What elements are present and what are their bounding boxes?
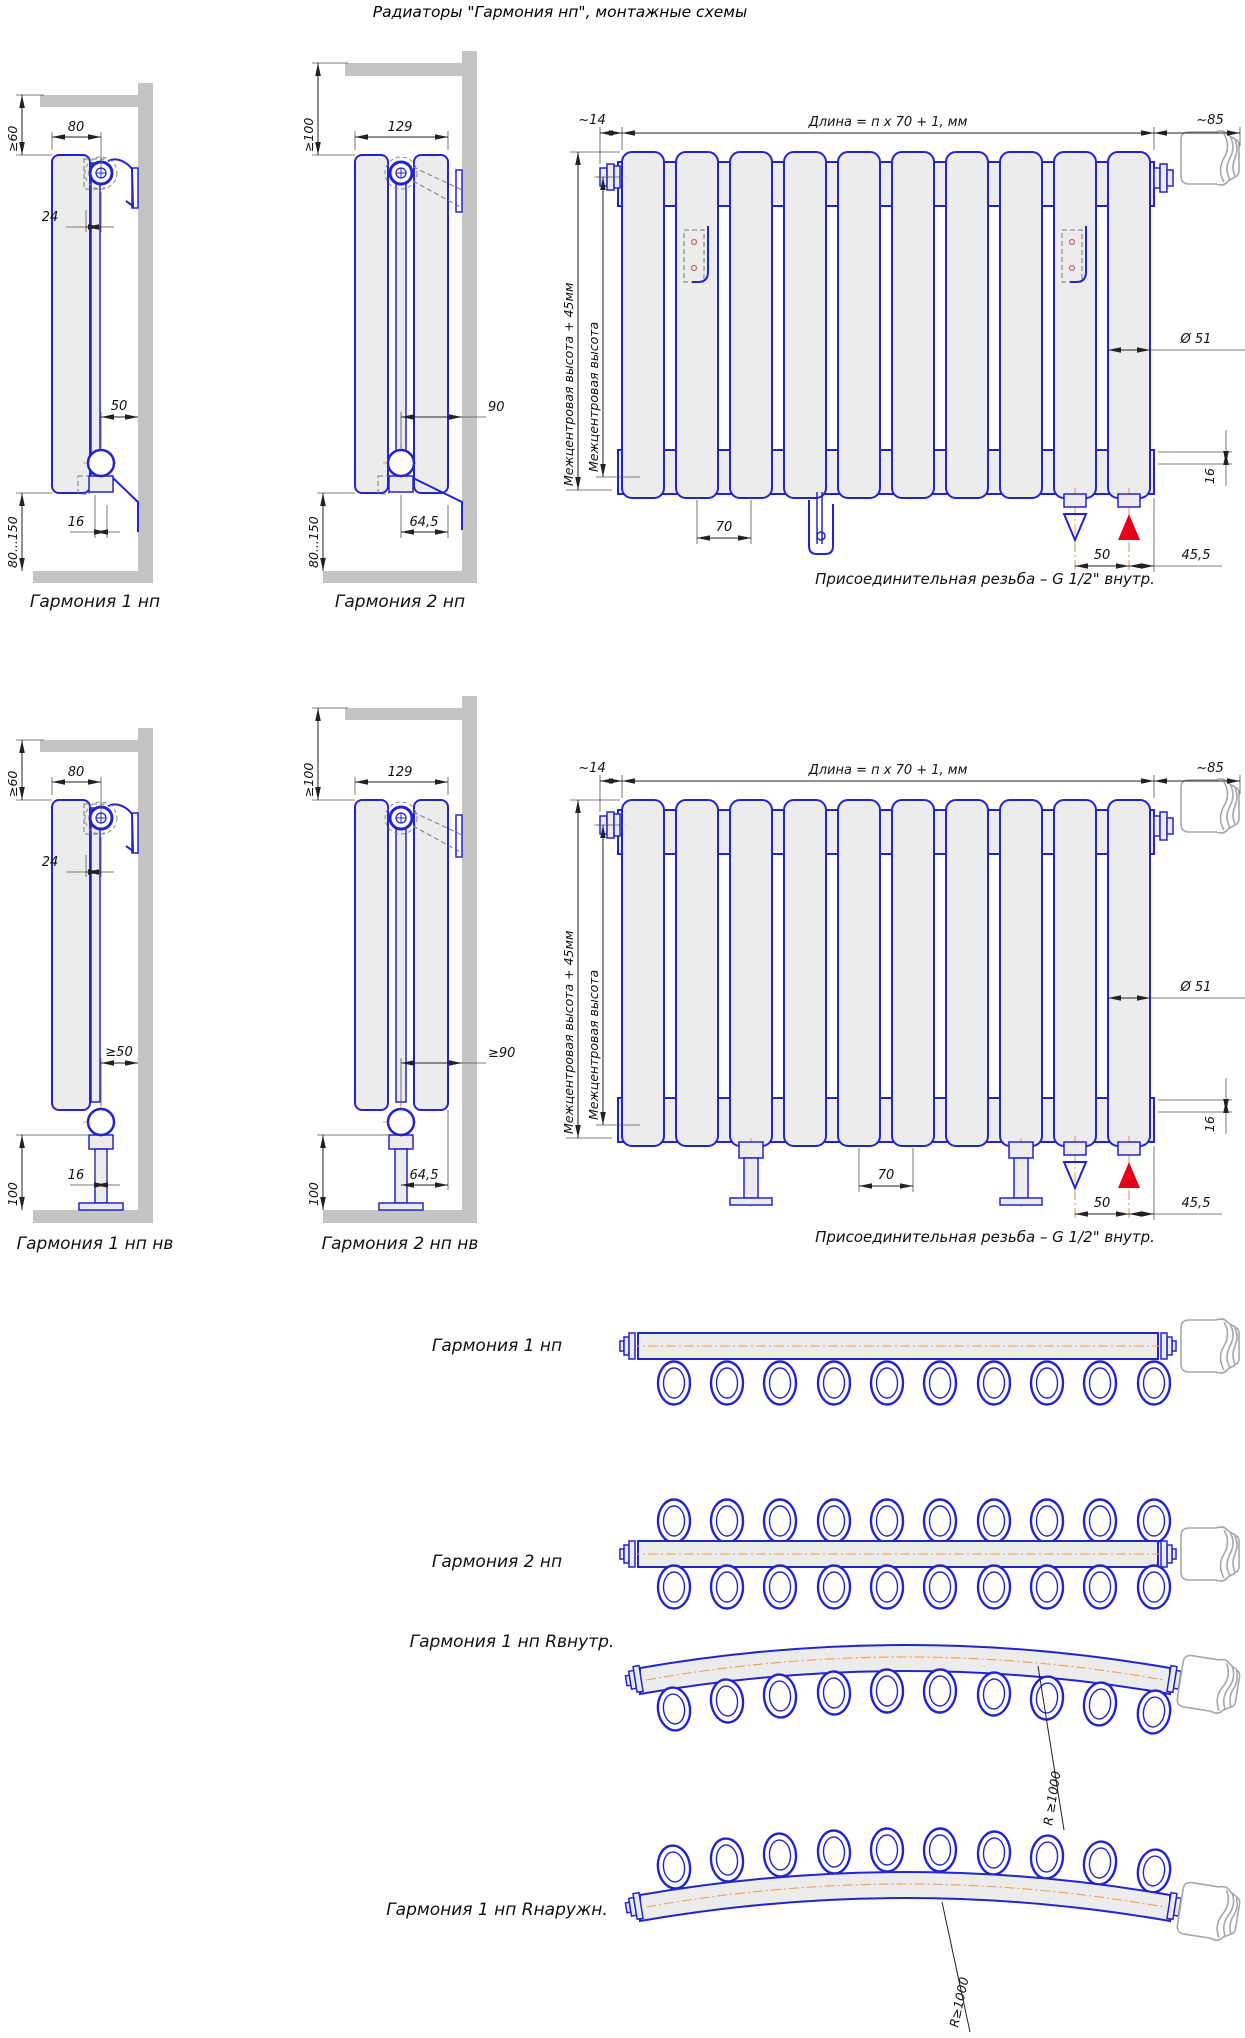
view-label: Гармония 1 нп Rвнутр. bbox=[409, 1632, 615, 1652]
end-fitting-right bbox=[1161, 1333, 1176, 1359]
dim-16: 16 bbox=[67, 515, 85, 530]
view-label: Гармония 2 нп bbox=[334, 592, 466, 612]
row1-front-view bbox=[561, 113, 1245, 588]
wall bbox=[462, 696, 477, 1223]
thermostat-head bbox=[1181, 779, 1239, 833]
top-view-2 bbox=[432, 1500, 1239, 1609]
view-label: Гармония 1 нп нв bbox=[16, 1234, 174, 1254]
radiator-column-front bbox=[355, 800, 388, 1110]
dim-50: 50 bbox=[1093, 1196, 1111, 1211]
dim-bracket-depth: 129 bbox=[387, 765, 413, 780]
end-fitting-right bbox=[1161, 1541, 1176, 1567]
dim-bracket-depth: 80 bbox=[67, 765, 85, 780]
top-view-1 bbox=[432, 1319, 1239, 1405]
dim-center-height: Межцентровая высота bbox=[586, 321, 601, 472]
floor-leg-right bbox=[1000, 1138, 1042, 1208]
thermostat-head bbox=[1181, 1527, 1239, 1581]
dim-24: 24 bbox=[41, 210, 59, 225]
section-ellipses-upper bbox=[658, 1500, 1170, 1543]
section-ellipses bbox=[658, 1362, 1170, 1405]
top-view-4-outer-radius bbox=[386, 1828, 1242, 2032]
floor-leg bbox=[79, 1104, 123, 1210]
end-fitting-left bbox=[620, 1333, 635, 1359]
row2-front-view bbox=[561, 761, 1245, 1246]
dim-14: ~14 bbox=[578, 113, 606, 128]
dim-wall-gap: ≥90 bbox=[488, 1046, 516, 1061]
dim-455: 45,5 bbox=[1181, 1196, 1211, 1211]
inlet-triangle bbox=[1118, 514, 1140, 540]
row2-side-view-1 bbox=[5, 728, 173, 1254]
dim-ceiling-offset: ≥60 bbox=[5, 770, 20, 797]
radius-label: R≥1000 bbox=[946, 1975, 972, 2029]
ceiling bbox=[40, 95, 138, 107]
thermostat-head bbox=[1176, 1653, 1242, 1715]
radiator-column-rear bbox=[414, 155, 448, 493]
wall bbox=[138, 83, 153, 583]
ceiling bbox=[345, 708, 462, 720]
inlet-triangle bbox=[1118, 1162, 1140, 1188]
dim-ceiling-offset: ≥60 bbox=[5, 125, 20, 152]
collector-tube bbox=[91, 808, 100, 1102]
end-fitting-left bbox=[620, 1541, 635, 1567]
dim-70: 70 bbox=[877, 1168, 895, 1183]
dim-bracket-depth: 129 bbox=[387, 120, 413, 135]
dim-center-height-plus: Межцентровая высота + 45мм bbox=[561, 282, 576, 486]
end-fitting-left bbox=[624, 1893, 643, 1921]
floor bbox=[323, 571, 477, 583]
wall bbox=[138, 728, 153, 1223]
floor-leg-left bbox=[730, 1138, 772, 1208]
dim-85: ~85 bbox=[1196, 761, 1224, 776]
page-title: Радиаторы "Гармония нп", монтажные схемы bbox=[372, 3, 748, 21]
dim-wall-gap: 50 bbox=[110, 399, 128, 414]
dim-645: 64,5 bbox=[409, 515, 439, 530]
bottom-middle-bracket bbox=[809, 492, 833, 554]
section-ellipses-lower bbox=[658, 1566, 1170, 1609]
dim-wall-gap: ≥50 bbox=[105, 1045, 133, 1060]
dim-floor-range: 80...150 bbox=[5, 516, 20, 568]
dim-70: 70 bbox=[715, 520, 733, 535]
row2-side-view-2 bbox=[301, 696, 515, 1254]
dim-16: 16 bbox=[1202, 1116, 1217, 1132]
dim-center-height-plus: Межцентровая высота + 45мм bbox=[561, 930, 576, 1134]
view-label: Гармония 1 нп Rнаружн. bbox=[386, 1900, 608, 1920]
view-label: Гармония 2 нп нв bbox=[321, 1234, 479, 1254]
radiator-column bbox=[52, 155, 90, 493]
ceiling bbox=[40, 740, 138, 752]
row1-side-view-1 bbox=[5, 83, 160, 612]
dim-floor-range: 80...150 bbox=[306, 516, 321, 568]
thread-note: Присоединительная резьба – G 1/2" внутр. bbox=[815, 570, 1155, 588]
dim-16: 16 bbox=[1202, 468, 1217, 484]
top-view-3-inner-radius bbox=[410, 1632, 1242, 1830]
right-fitting bbox=[1154, 164, 1173, 192]
right-fitting bbox=[1154, 812, 1173, 840]
view-label: Гармония 2 нп bbox=[431, 1552, 563, 1572]
floor-leg bbox=[379, 1104, 423, 1210]
radiator-column bbox=[52, 800, 90, 1110]
view-label: Гармония 1 нп bbox=[29, 592, 161, 612]
dim-wall-gap: 90 bbox=[488, 400, 505, 415]
dim-diameter: Ø 51 bbox=[1180, 332, 1212, 347]
dim-16: 16 bbox=[67, 1168, 85, 1183]
view-label: Гармония 1 нп bbox=[431, 1336, 563, 1356]
floor bbox=[33, 571, 153, 583]
dim-length-formula: Длина = п x 70 + 1, мм bbox=[808, 115, 968, 130]
dim-50: 50 bbox=[1093, 548, 1111, 563]
collector-tube bbox=[396, 808, 406, 1102]
dim-ceiling-offset: ≥100 bbox=[301, 762, 316, 797]
dim-455: 45,5 bbox=[1181, 548, 1211, 563]
ceiling bbox=[345, 63, 462, 76]
dim-diameter: Ø 51 bbox=[1180, 980, 1212, 995]
dim-length-formula: Длина = п x 70 + 1, мм bbox=[808, 763, 968, 778]
dim-floor-height: 100 bbox=[306, 1182, 321, 1206]
thermostat-head bbox=[1181, 131, 1239, 185]
dim-center-height: Межцентровая высота bbox=[586, 969, 601, 1120]
floor bbox=[323, 1210, 477, 1223]
dim-24: 24 bbox=[41, 855, 59, 870]
radius-label: R ≥1000 bbox=[1040, 1769, 1064, 1827]
thermostat-head bbox=[1176, 1880, 1242, 1942]
radiator-column-front bbox=[355, 155, 388, 493]
dim-floor-height: 100 bbox=[5, 1182, 20, 1206]
collector-tube bbox=[91, 163, 100, 485]
dim-645: 64,5 bbox=[409, 1168, 439, 1183]
dim-14: ~14 bbox=[578, 761, 606, 776]
dim-ceiling-offset: ≥100 bbox=[301, 117, 316, 152]
row1-side-view-2 bbox=[301, 51, 505, 612]
dim-85: ~85 bbox=[1196, 113, 1224, 128]
wall bbox=[462, 51, 477, 583]
thermostat-head bbox=[1181, 1319, 1239, 1373]
floor bbox=[33, 1210, 153, 1223]
end-fitting-left bbox=[624, 1666, 643, 1694]
thread-note: Присоединительная резьба – G 1/2" внутр. bbox=[815, 1228, 1155, 1246]
dim-bracket-depth: 80 bbox=[67, 120, 85, 135]
